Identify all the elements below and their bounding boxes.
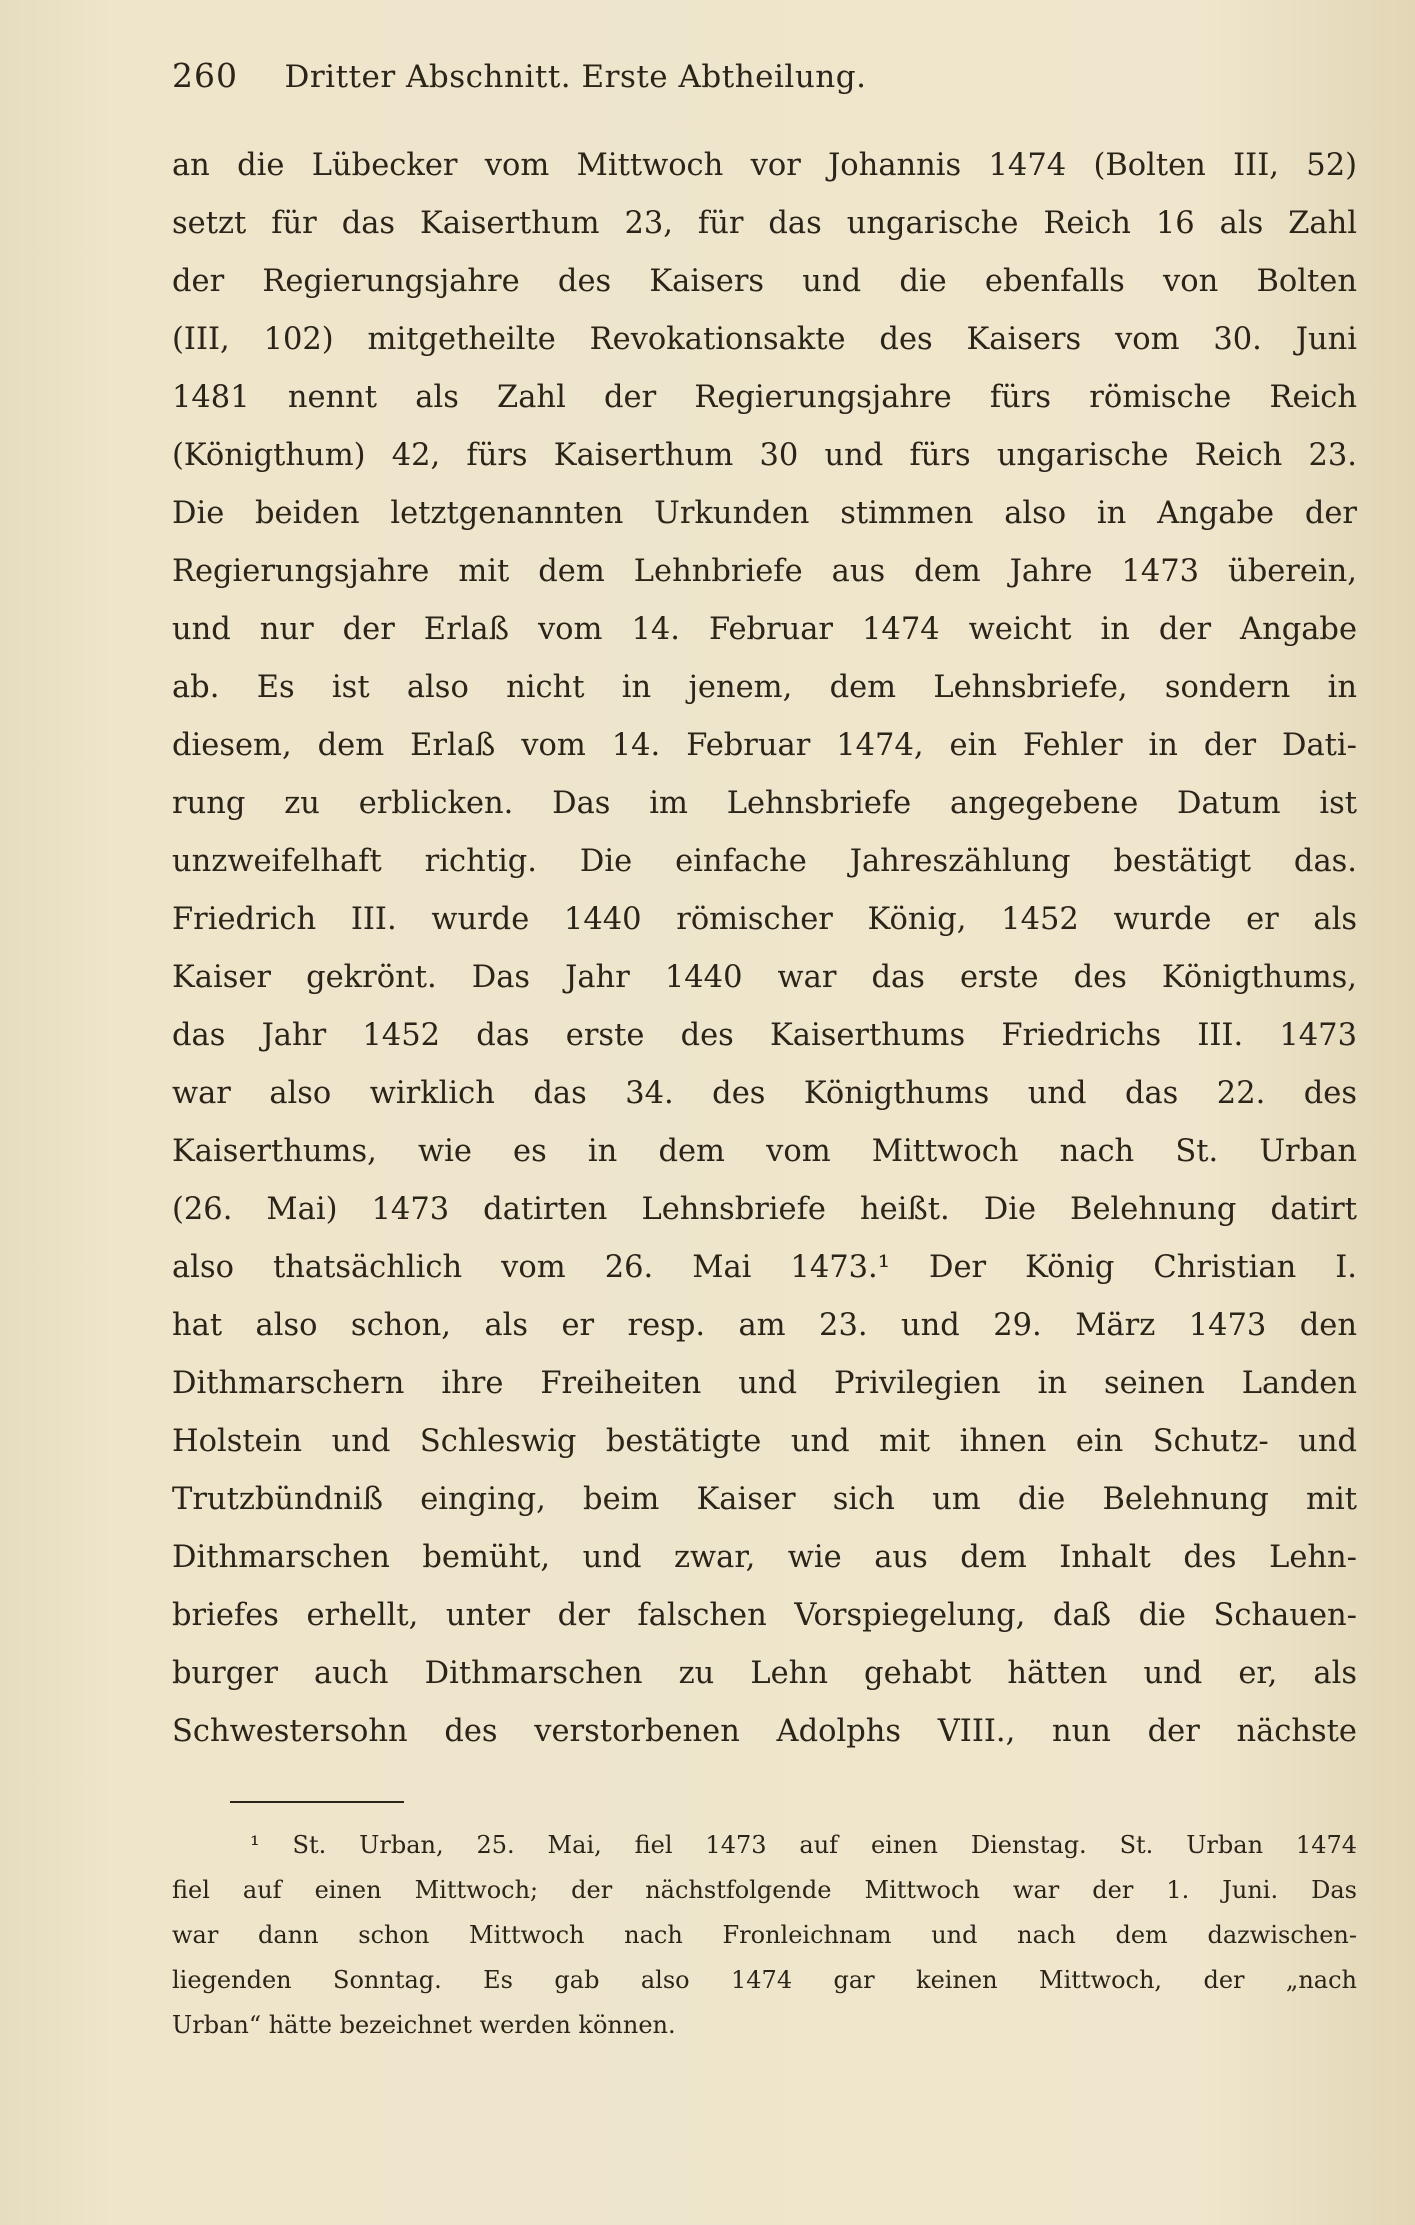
text-line: und nur der Erlaß vom 14. Februar 1474 weicht in der Angabe: [172, 612, 1357, 647]
text-line: Dithmarschen bemüht, und zwar, wie aus dem Inhalt des Lehn-: [172, 1540, 1357, 1575]
text-line: Regierungsjahre mit dem Lehnbriefe aus dem Jahre 1473 überein,: [172, 554, 1357, 589]
text-line: diesem, dem Erlaß vom 14. Februar 1474, ein Fehler in der Dati-: [172, 728, 1357, 763]
footnote-line: war dann schon Mittwoch nach Fronleichnam und nach dem dazwischen-: [172, 1921, 1357, 1949]
text-line: das Jahr 1452 das erste des Kaiserthums Friedrichs III. 1473: [172, 1018, 1357, 1053]
text-line: unzweifelhaft richtig. Die einfache Jahreszählung bestätigt das.: [172, 844, 1357, 879]
text-line: Trutzbündniß einging, beim Kaiser sich um die Belehnung mit: [172, 1482, 1357, 1517]
text-line: Holstein und Schleswig bestätigte und mit ihnen ein Schutz- und: [172, 1424, 1357, 1459]
text-line: ab. Es ist also nicht in jenem, dem Lehnsbriefe, sondern in: [172, 670, 1357, 705]
text-line: war also wirklich das 34. des Königthums und das 22. des: [172, 1076, 1357, 1111]
text-line: rung zu erblicken. Das im Lehnsbriefe angegebene Datum ist: [172, 786, 1357, 821]
footnote-rule: [230, 1801, 404, 1803]
text-line: Dithmarschern ihre Freiheiten und Privilegien in seinen Landen: [172, 1366, 1357, 1401]
text-line: 1481 nennt als Zahl der Regierungsjahre fürs römische Reich: [172, 380, 1357, 415]
footnote-line: fiel auf einen Mittwoch; der nächstfolgende Mittwoch war der 1. Juni. Das: [172, 1876, 1357, 1904]
text-line: an die Lübecker vom Mittwoch vor Johannis 1474 (Bolten III, 52): [172, 148, 1357, 183]
footnote-line: Urban“ hätte bezeichnet werden können.: [172, 2011, 676, 2039]
text-line: setzt für das Kaiserthum 23, für das ungarische Reich 16 als Zahl: [172, 206, 1357, 241]
text-line: Die beiden letztgenannten Urkunden stimmen also in Angabe der: [172, 496, 1357, 531]
text-line: also thatsächlich vom 26. Mai 1473.¹ Der König Christian I.: [172, 1250, 1357, 1285]
footnote-line: ¹ St. Urban, 25. Mai, fiel 1473 auf einen Dienstag. St. Urban 1474: [250, 1831, 1357, 1859]
footnote-line: liegenden Sonntag. Es gab also 1474 gar keinen Mittwoch, der „nach: [172, 1966, 1357, 1994]
footnote: [172, 1823, 1357, 2048]
text-line: Schwestersohn des verstorbenen Adolphs VIII., nun der nächste: [172, 1714, 1357, 1749]
page-number: 260: [172, 56, 238, 95]
text-line: briefes erhellt, unter der falschen Vorspiegelung, daß die Schauen-: [172, 1598, 1357, 1633]
body-text: [172, 137, 1357, 1761]
text-line: hat also schon, als er resp. am 23. und 29. März 1473 den: [172, 1308, 1357, 1343]
text-line: (Königthum) 42, fürs Kaiserthum 30 und fürs ungarische Reich 23.: [172, 438, 1357, 473]
text-line: Kaiserthums, wie es in dem vom Mittwoch nach St. Urban: [172, 1134, 1357, 1169]
running-head: [172, 52, 1092, 100]
section-heading: Dritter Abschnitt. Erste Abtheilung.: [284, 59, 867, 95]
text-line: burger auch Dithmarschen zu Lehn gehabt hätten und er, als: [172, 1656, 1357, 1691]
text-line: Friedrich III. wurde 1440 römischer König, 1452 wurde er als: [172, 902, 1357, 937]
text-line: Kaiser gekrönt. Das Jahr 1440 war das erste des Königthums,: [172, 960, 1357, 995]
text-line: (26. Mai) 1473 datirten Lehnsbriefe heißt. Die Belehnung datirt: [172, 1192, 1357, 1227]
text-line: (III, 102) mitgetheilte Revokationsakte des Kaisers vom 30. Juni: [172, 322, 1357, 357]
text-line: der Regierungsjahre des Kaisers und die ebenfalls von Bolten: [172, 264, 1357, 299]
